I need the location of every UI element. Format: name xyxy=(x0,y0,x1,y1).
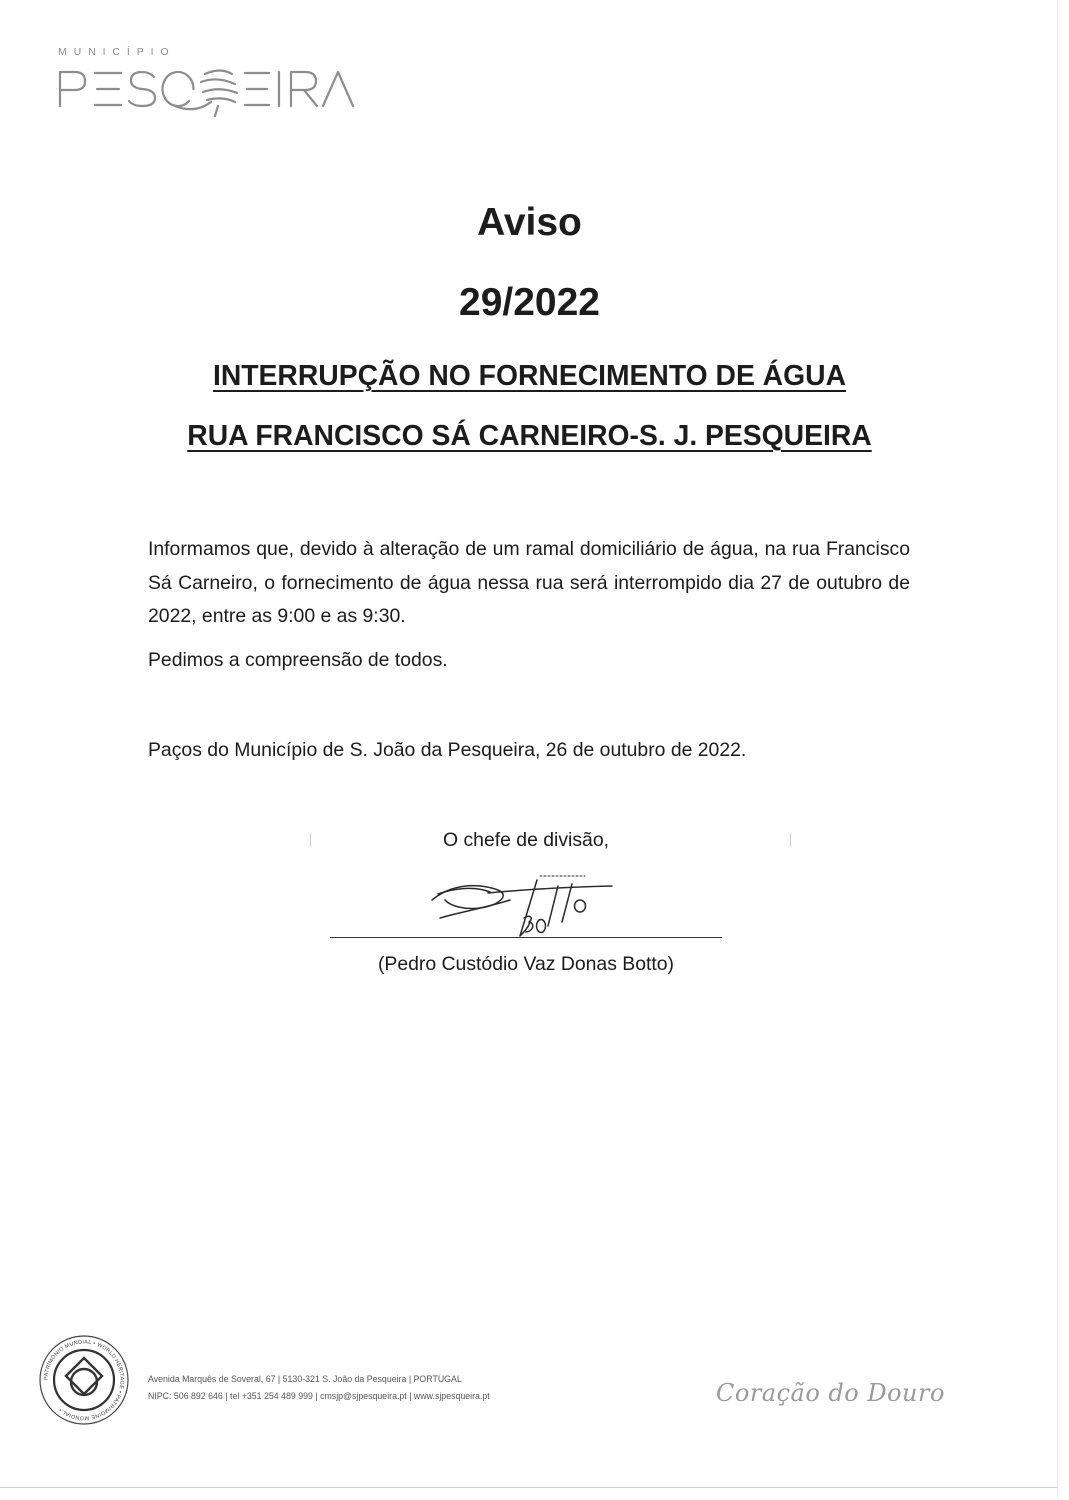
logo-letter-e xyxy=(95,73,121,105)
place-and-date: Paços do Município de S. João da Pesqueira, 26 de outubro de 2022. xyxy=(148,739,747,761)
signature-stroke xyxy=(537,920,546,933)
paragraph-line: Sá Carneiro, o fornecimento de água nessa rua será interrompido dia 27 de outubro de xyxy=(148,571,910,594)
signature-stroke xyxy=(520,880,537,936)
logo-letter-a xyxy=(323,72,353,106)
notice-number: 29/2022 xyxy=(459,281,600,324)
notice-subject-line-2: RUA FRANCISCO SÁ CARNEIRO-S. J. PESQUEIRA xyxy=(187,419,872,451)
signatory-name: (Pedro Custódio Vaz Donas Botto) xyxy=(377,953,675,975)
notice-paragraph-2: Pedimos a compreensão de todos. xyxy=(148,649,448,671)
scan-edge-right xyxy=(1057,0,1058,1500)
signature-stroke xyxy=(488,886,612,893)
logo-letter-r xyxy=(291,72,317,106)
logo-letter-p xyxy=(60,72,85,106)
municipality-label: MUNICÍPIO xyxy=(58,46,176,58)
logo-swirl-emblem xyxy=(201,71,237,117)
footer-address: Avenida Marquês de Soveral, 67 | 5130-321 S. João da Pesqueira | PORTUGAL xyxy=(148,1374,462,1384)
pesqueira-logo xyxy=(55,62,355,118)
signatory-role: O chefe de divisão, xyxy=(443,829,609,851)
signature-stroke xyxy=(438,888,490,894)
scan-edge-bottom xyxy=(0,1487,1057,1488)
logo-letter-s xyxy=(129,72,155,106)
signature-stroke xyxy=(440,900,510,918)
signature-stroke xyxy=(575,900,586,912)
notice-paragraph-1 xyxy=(148,533,910,634)
notice-title: Aviso xyxy=(477,201,582,244)
footer-contacts: NIPC: 506 892 646 | tel +351 254 489 999 | cmsjp@sjpesqueira.pt | www.sjpesqueira.pt xyxy=(148,1391,490,1401)
paragraph-line: 2022, entre as 9:00 e as 9:30. xyxy=(148,605,406,627)
notice-subject-line-1: INTERRUPÇÃO NO FORNECIMENTO DE ÁGUA xyxy=(212,359,847,391)
world-heritage-seal xyxy=(38,1334,130,1426)
seal-text xyxy=(43,1339,124,1420)
signature-line xyxy=(330,937,722,938)
heritage-emblem-circle xyxy=(71,1369,97,1395)
logo-letter-e2 xyxy=(245,73,269,105)
handwritten-signature xyxy=(420,862,620,942)
signature-stroke xyxy=(548,884,572,926)
scan-mark xyxy=(310,833,311,847)
scan-mark xyxy=(790,833,791,847)
paragraph-line: Informamos que, devido à alteração de um ramal domiciliário de água, na rua Francisco xyxy=(148,538,910,560)
slogan-logo: Coração do Douro xyxy=(716,1379,945,1407)
seal-text-path: PATRIMÓNIO MUNDIAL • WORLD HERITAGE • PATRIMOINE MONDIAL • xyxy=(43,1339,125,1421)
